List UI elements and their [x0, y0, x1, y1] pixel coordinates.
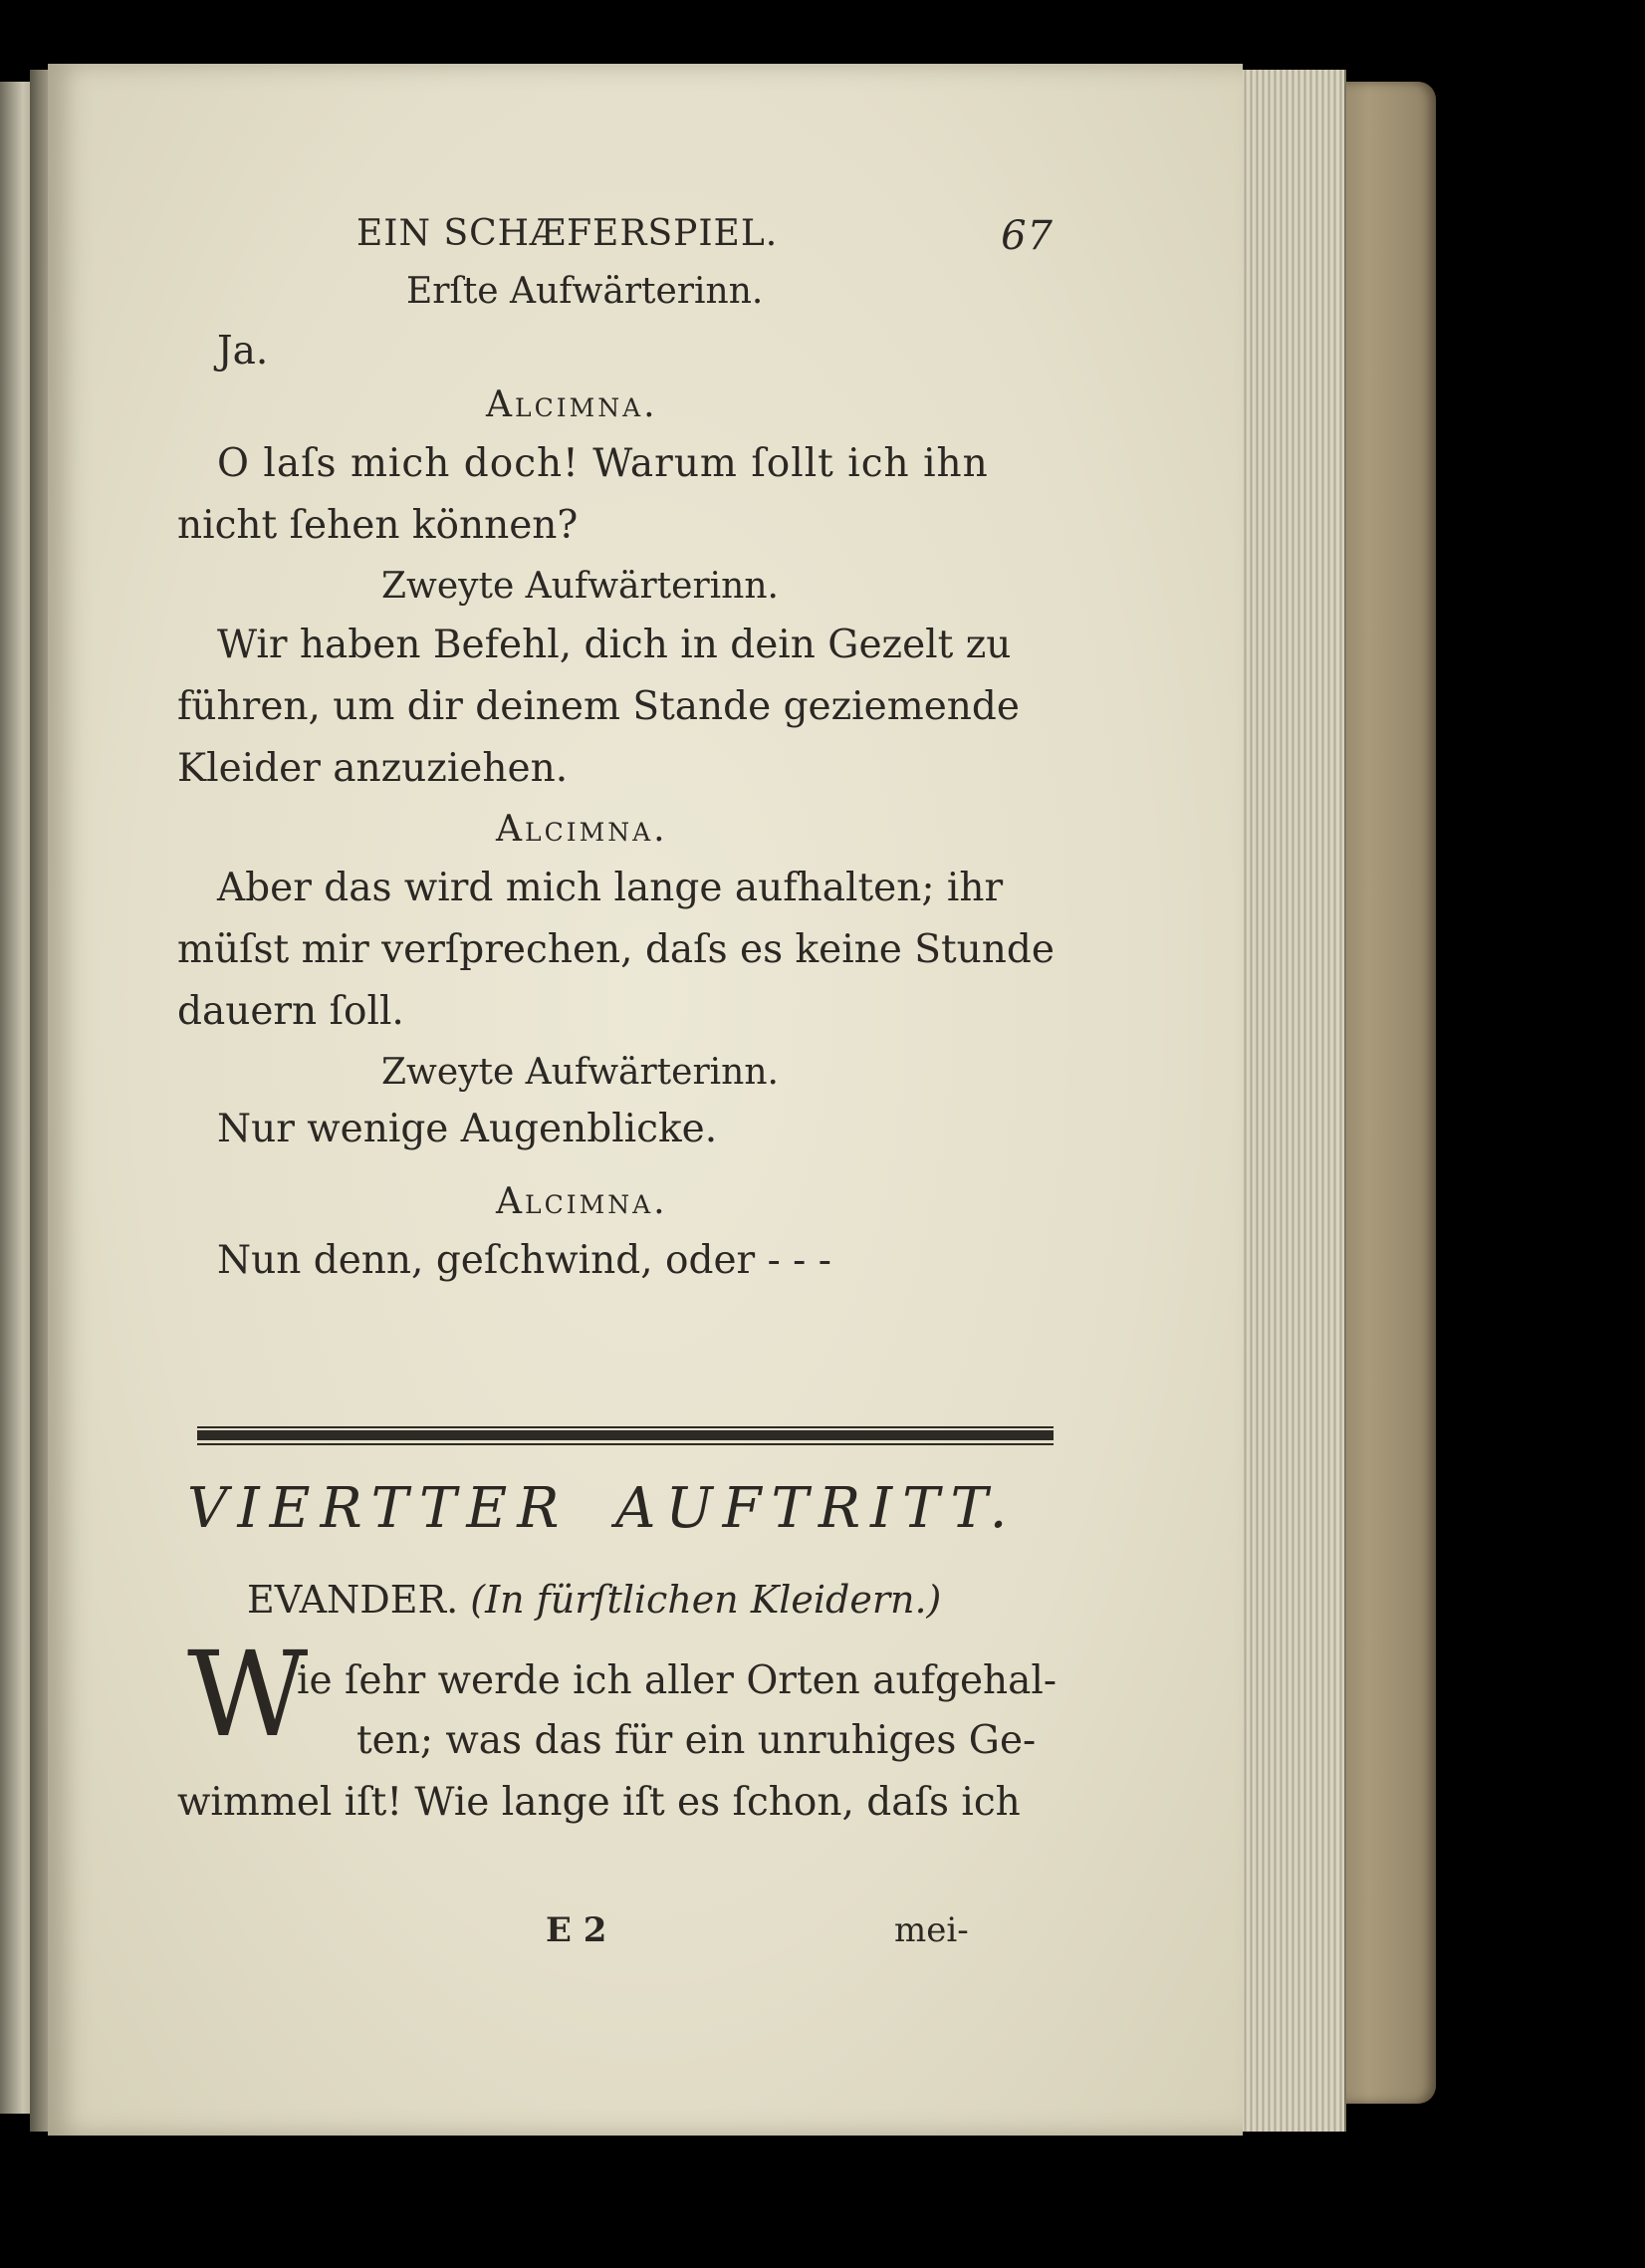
speech-line: ten; was das für ein unruhiges Ge-: [356, 1718, 1037, 1763]
speaker-alcimna: Alcimna.: [496, 1181, 668, 1222]
scene-title-word: AUFTRITT.: [615, 1476, 1018, 1541]
dialogue-line: dauern ſoll.: [177, 989, 404, 1034]
dialogue-line: Kleider anzuziehen.: [177, 746, 569, 791]
speaker-alcimna: Alcimna.: [496, 809, 668, 850]
speaker-zweyte-aufwaerterinn: Zweyte Aufwärterinn.: [381, 566, 779, 607]
printer-signature: E 2: [546, 1910, 607, 1950]
catchword: mei-: [894, 1910, 969, 1950]
speaker-zweyte-aufwaerterinn: Zweyte Aufwärterinn.: [381, 1052, 779, 1093]
book-page: [48, 64, 1243, 2136]
page-edges: [1235, 70, 1346, 2132]
running-title: EIN SCHÆFERSPIEL.: [356, 213, 779, 254]
stage-direction: (In fürſtlichen Kleidern.): [470, 1578, 942, 1622]
speaker-erste-aufwaerterinn: Erſte Aufwärterinn.: [406, 271, 764, 312]
dialogue-line: nicht ſehen können?: [177, 503, 579, 548]
scene-title-word: VIERTTER: [187, 1476, 570, 1541]
scene-title: [187, 1476, 1063, 1541]
dialogue-line: O laſs mich doch! Warum ſollt ich ihn: [217, 441, 989, 486]
page-number: 67: [1001, 213, 1054, 259]
dialogue-line: Wir haben Befehl, dich in dein Gezelt zu: [217, 623, 1012, 667]
dialogue-line: müſst mir verſprechen, daſs es keine Stunde: [177, 927, 1055, 972]
section-divider-rule: [197, 1426, 1054, 1448]
character-name: EVANDER.: [247, 1578, 459, 1622]
dialogue-line: führen, um dir deinem Stande geziemende: [177, 684, 1020, 729]
speech-line: ie ſehr werde ich aller Orten aufgehal-: [297, 1658, 1058, 1703]
dialogue-line: Aber das wird mich lange aufhalten; ihr: [217, 866, 1004, 910]
scene-character-line: [247, 1578, 941, 1622]
dialogue-line: Nur wenige Augenblicke.: [217, 1107, 718, 1151]
dialogue-line: Ja.: [217, 329, 269, 374]
running-header: [356, 213, 1054, 269]
speech-line: wimmel iſt! Wie lange iſt es ſchon, daſs ich: [177, 1780, 1021, 1825]
speaker-alcimna: Alcimna.: [486, 384, 658, 425]
drop-cap: W: [187, 1626, 309, 1763]
dialogue-line: Nun denn, geſchwind, oder - - -: [217, 1238, 831, 1283]
